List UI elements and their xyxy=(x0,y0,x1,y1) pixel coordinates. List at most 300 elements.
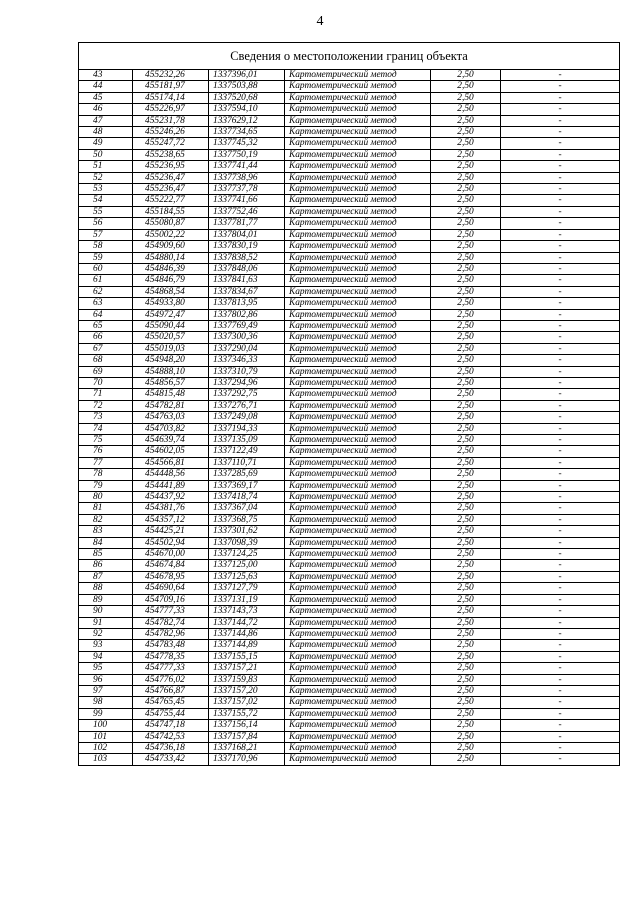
x-coordinate-cell: 454846,79 xyxy=(133,275,209,286)
note-cell: - xyxy=(501,206,620,217)
y-coordinate-cell: 1337804,01 xyxy=(209,229,285,240)
point-number-cell: 97 xyxy=(79,685,133,696)
table-row xyxy=(79,115,620,126)
x-coordinate-cell: 454846,39 xyxy=(133,263,209,274)
y-coordinate-cell: 1337125,00 xyxy=(209,560,285,571)
note-cell: - xyxy=(501,377,620,388)
note-cell: - xyxy=(501,708,620,719)
table-row xyxy=(79,149,620,160)
table-row xyxy=(79,560,620,571)
x-coordinate-cell: 454755,44 xyxy=(133,708,209,719)
accuracy-cell: 2,50 xyxy=(431,480,501,491)
point-number-cell: 81 xyxy=(79,503,133,514)
boundary-table xyxy=(78,42,620,766)
point-number-cell: 51 xyxy=(79,161,133,172)
point-number-cell: 52 xyxy=(79,172,133,183)
note-cell: - xyxy=(501,366,620,377)
note-cell: - xyxy=(501,229,620,240)
note-cell: - xyxy=(501,149,620,160)
x-coordinate-cell: 454815,48 xyxy=(133,389,209,400)
note-cell: - xyxy=(501,537,620,548)
table-row xyxy=(79,742,620,753)
note-cell: - xyxy=(501,480,620,491)
note-cell: - xyxy=(501,571,620,582)
method-cell: Картометрический метод xyxy=(285,720,431,731)
method-cell: Картометрический метод xyxy=(285,241,431,252)
x-coordinate-cell: 454782,96 xyxy=(133,628,209,639)
y-coordinate-cell: 1337125,63 xyxy=(209,571,285,582)
x-coordinate-cell: 454425,21 xyxy=(133,526,209,537)
note-cell: - xyxy=(501,286,620,297)
note-cell: - xyxy=(501,252,620,263)
x-coordinate-cell: 454566,81 xyxy=(133,457,209,468)
table-row xyxy=(79,503,620,514)
accuracy-cell: 2,50 xyxy=(431,537,501,548)
accuracy-cell: 2,50 xyxy=(431,320,501,331)
table-row xyxy=(79,104,620,115)
accuracy-cell: 2,50 xyxy=(431,172,501,183)
accuracy-cell: 2,50 xyxy=(431,503,501,514)
note-cell: - xyxy=(501,195,620,206)
y-coordinate-cell: 1337249,08 xyxy=(209,412,285,423)
y-coordinate-cell: 1337170,96 xyxy=(209,754,285,765)
boundary-table-container xyxy=(78,42,619,766)
point-number-cell: 56 xyxy=(79,218,133,229)
table-row xyxy=(79,549,620,560)
table-row xyxy=(79,492,620,503)
point-number-cell: 64 xyxy=(79,309,133,320)
y-coordinate-cell: 1337157,20 xyxy=(209,685,285,696)
point-number-cell: 103 xyxy=(79,754,133,765)
point-number-cell: 49 xyxy=(79,138,133,149)
point-number-cell: 99 xyxy=(79,708,133,719)
point-number-cell: 59 xyxy=(79,252,133,263)
note-cell: - xyxy=(501,389,620,400)
y-coordinate-cell: 1337127,79 xyxy=(209,583,285,594)
method-cell: Картометрический метод xyxy=(285,560,431,571)
note-cell: - xyxy=(501,184,620,195)
table-row xyxy=(79,206,620,217)
method-cell: Картометрический метод xyxy=(285,320,431,331)
table-row xyxy=(79,640,620,651)
point-number-cell: 67 xyxy=(79,343,133,354)
point-number-cell: 89 xyxy=(79,594,133,605)
method-cell: Картометрический метод xyxy=(285,206,431,217)
note-cell: - xyxy=(501,594,620,605)
table-row xyxy=(79,161,620,172)
note-cell: - xyxy=(501,492,620,503)
x-coordinate-cell: 455174,14 xyxy=(133,92,209,103)
y-coordinate-cell: 1337159,83 xyxy=(209,674,285,685)
note-cell: - xyxy=(501,104,620,115)
method-cell: Картометрический метод xyxy=(285,104,431,115)
table-row xyxy=(79,355,620,366)
x-coordinate-cell: 454783,48 xyxy=(133,640,209,651)
method-cell: Картометрический метод xyxy=(285,423,431,434)
x-coordinate-cell: 455002,22 xyxy=(133,229,209,240)
accuracy-cell: 2,50 xyxy=(431,674,501,685)
note-cell: - xyxy=(501,640,620,651)
table-row xyxy=(79,92,620,103)
table-row xyxy=(79,343,620,354)
x-coordinate-cell: 454766,87 xyxy=(133,685,209,696)
point-number-cell: 100 xyxy=(79,720,133,731)
note-cell: - xyxy=(501,685,620,696)
note-cell: - xyxy=(501,127,620,138)
note-cell: - xyxy=(501,138,620,149)
point-number-cell: 53 xyxy=(79,184,133,195)
y-coordinate-cell: 1337300,36 xyxy=(209,332,285,343)
accuracy-cell: 2,50 xyxy=(431,708,501,719)
x-coordinate-cell: 454782,74 xyxy=(133,617,209,628)
method-cell: Картометрический метод xyxy=(285,606,431,617)
accuracy-cell: 2,50 xyxy=(431,70,501,81)
point-number-cell: 65 xyxy=(79,320,133,331)
table-row xyxy=(79,366,620,377)
y-coordinate-cell: 1337155,72 xyxy=(209,708,285,719)
x-coordinate-cell: 455222,77 xyxy=(133,195,209,206)
table-row xyxy=(79,81,620,92)
point-number-cell: 82 xyxy=(79,514,133,525)
method-cell: Картометрический метод xyxy=(285,355,431,366)
note-cell: - xyxy=(501,81,620,92)
table-body xyxy=(79,70,620,766)
method-cell: Картометрический метод xyxy=(285,81,431,92)
accuracy-cell: 2,50 xyxy=(431,286,501,297)
table-row xyxy=(79,332,620,343)
x-coordinate-cell: 454670,00 xyxy=(133,549,209,560)
point-number-cell: 57 xyxy=(79,229,133,240)
method-cell: Картометрический метод xyxy=(285,184,431,195)
accuracy-cell: 2,50 xyxy=(431,184,501,195)
note-cell: - xyxy=(501,674,620,685)
point-number-cell: 98 xyxy=(79,697,133,708)
table-row xyxy=(79,435,620,446)
table-row xyxy=(79,583,620,594)
x-coordinate-cell: 455231,78 xyxy=(133,115,209,126)
table-row xyxy=(79,412,620,423)
table-row xyxy=(79,697,620,708)
note-cell: - xyxy=(501,446,620,457)
table-row xyxy=(79,754,620,765)
x-coordinate-cell: 454733,42 xyxy=(133,754,209,765)
note-cell: - xyxy=(501,560,620,571)
x-coordinate-cell: 454880,14 xyxy=(133,252,209,263)
x-coordinate-cell: 454678,95 xyxy=(133,571,209,582)
y-coordinate-cell: 1337144,72 xyxy=(209,617,285,628)
x-coordinate-cell: 454776,02 xyxy=(133,674,209,685)
y-coordinate-cell: 1337367,04 xyxy=(209,503,285,514)
y-coordinate-cell: 1337745,32 xyxy=(209,138,285,149)
accuracy-cell: 2,50 xyxy=(431,754,501,765)
y-coordinate-cell: 1337520,68 xyxy=(209,92,285,103)
note-cell: - xyxy=(501,218,620,229)
note-cell: - xyxy=(501,241,620,252)
note-cell: - xyxy=(501,400,620,411)
x-coordinate-cell: 454948,20 xyxy=(133,355,209,366)
x-coordinate-cell: 454909,60 xyxy=(133,241,209,252)
accuracy-cell: 2,50 xyxy=(431,549,501,560)
point-number-cell: 102 xyxy=(79,742,133,753)
table-row xyxy=(79,708,620,719)
method-cell: Картометрический метод xyxy=(285,583,431,594)
accuracy-cell: 2,50 xyxy=(431,195,501,206)
note-cell: - xyxy=(501,469,620,480)
y-coordinate-cell: 1337741,44 xyxy=(209,161,285,172)
accuracy-cell: 2,50 xyxy=(431,685,501,696)
y-coordinate-cell: 1337830,19 xyxy=(209,241,285,252)
table-row xyxy=(79,674,620,685)
note-cell: - xyxy=(501,754,620,765)
method-cell: Картометрический метод xyxy=(285,309,431,320)
table-row xyxy=(79,309,620,320)
point-number-cell: 76 xyxy=(79,446,133,457)
x-coordinate-cell: 454742,53 xyxy=(133,731,209,742)
x-coordinate-cell: 454674,84 xyxy=(133,560,209,571)
accuracy-cell: 2,50 xyxy=(431,241,501,252)
table-row xyxy=(79,514,620,525)
accuracy-cell: 2,50 xyxy=(431,206,501,217)
method-cell: Картометрический метод xyxy=(285,457,431,468)
table-row xyxy=(79,70,620,81)
method-cell: Картометрический метод xyxy=(285,492,431,503)
method-cell: Картометрический метод xyxy=(285,514,431,525)
method-cell: Картометрический метод xyxy=(285,115,431,126)
x-coordinate-cell: 455020,57 xyxy=(133,332,209,343)
y-coordinate-cell: 1337368,75 xyxy=(209,514,285,525)
accuracy-cell: 2,50 xyxy=(431,446,501,457)
method-cell: Картометрический метод xyxy=(285,663,431,674)
point-number-cell: 61 xyxy=(79,275,133,286)
x-coordinate-cell: 455080,87 xyxy=(133,218,209,229)
table-row xyxy=(79,617,620,628)
x-coordinate-cell: 454777,33 xyxy=(133,606,209,617)
point-number-cell: 44 xyxy=(79,81,133,92)
accuracy-cell: 2,50 xyxy=(431,389,501,400)
y-coordinate-cell: 1337098,39 xyxy=(209,537,285,548)
x-coordinate-cell: 454782,81 xyxy=(133,400,209,411)
y-coordinate-cell: 1337781,77 xyxy=(209,218,285,229)
y-coordinate-cell: 1337157,84 xyxy=(209,731,285,742)
accuracy-cell: 2,50 xyxy=(431,127,501,138)
x-coordinate-cell: 454709,16 xyxy=(133,594,209,605)
point-number-cell: 54 xyxy=(79,195,133,206)
y-coordinate-cell: 1337124,25 xyxy=(209,549,285,560)
point-number-cell: 50 xyxy=(79,149,133,160)
note-cell: - xyxy=(501,355,620,366)
x-coordinate-cell: 454736,18 xyxy=(133,742,209,753)
y-coordinate-cell: 1337838,52 xyxy=(209,252,285,263)
accuracy-cell: 2,50 xyxy=(431,469,501,480)
method-cell: Картометрический метод xyxy=(285,685,431,696)
point-number-cell: 90 xyxy=(79,606,133,617)
accuracy-cell: 2,50 xyxy=(431,697,501,708)
method-cell: Картометрический метод xyxy=(285,377,431,388)
y-coordinate-cell: 1337841,63 xyxy=(209,275,285,286)
point-number-cell: 66 xyxy=(79,332,133,343)
y-coordinate-cell: 1337738,96 xyxy=(209,172,285,183)
accuracy-cell: 2,50 xyxy=(431,423,501,434)
table-row xyxy=(79,241,620,252)
y-coordinate-cell: 1337813,95 xyxy=(209,298,285,309)
y-coordinate-cell: 1337802,86 xyxy=(209,309,285,320)
note-cell: - xyxy=(501,514,620,525)
table-row xyxy=(79,571,620,582)
method-cell: Картометрический метод xyxy=(285,412,431,423)
x-coordinate-cell: 455184,55 xyxy=(133,206,209,217)
point-number-cell: 62 xyxy=(79,286,133,297)
y-coordinate-cell: 1337503,88 xyxy=(209,81,285,92)
accuracy-cell: 2,50 xyxy=(431,720,501,731)
accuracy-cell: 2,50 xyxy=(431,161,501,172)
point-number-cell: 94 xyxy=(79,651,133,662)
note-cell: - xyxy=(501,412,620,423)
y-coordinate-cell: 1337157,02 xyxy=(209,697,285,708)
method-cell: Картометрический метод xyxy=(285,628,431,639)
point-number-cell: 96 xyxy=(79,674,133,685)
table-row xyxy=(79,731,620,742)
point-number-cell: 73 xyxy=(79,412,133,423)
note-cell: - xyxy=(501,423,620,434)
y-coordinate-cell: 1337752,46 xyxy=(209,206,285,217)
x-coordinate-cell: 454747,18 xyxy=(133,720,209,731)
point-number-cell: 80 xyxy=(79,492,133,503)
point-number-cell: 77 xyxy=(79,457,133,468)
note-cell: - xyxy=(501,298,620,309)
y-coordinate-cell: 1337290,04 xyxy=(209,343,285,354)
point-number-cell: 93 xyxy=(79,640,133,651)
y-coordinate-cell: 1337156,14 xyxy=(209,720,285,731)
table-row xyxy=(79,469,620,480)
accuracy-cell: 2,50 xyxy=(431,149,501,160)
point-number-cell: 47 xyxy=(79,115,133,126)
point-number-cell: 68 xyxy=(79,355,133,366)
y-coordinate-cell: 1337135,09 xyxy=(209,435,285,446)
point-number-cell: 63 xyxy=(79,298,133,309)
x-coordinate-cell: 455246,26 xyxy=(133,127,209,138)
y-coordinate-cell: 1337769,49 xyxy=(209,320,285,331)
x-coordinate-cell: 454856,57 xyxy=(133,377,209,388)
accuracy-cell: 2,50 xyxy=(431,663,501,674)
point-number-cell: 45 xyxy=(79,92,133,103)
point-number-cell: 43 xyxy=(79,70,133,81)
accuracy-cell: 2,50 xyxy=(431,263,501,274)
table-row xyxy=(79,685,620,696)
y-coordinate-cell: 1337194,33 xyxy=(209,423,285,434)
table-row xyxy=(79,606,620,617)
x-coordinate-cell: 454778,35 xyxy=(133,651,209,662)
accuracy-cell: 2,50 xyxy=(431,81,501,92)
y-coordinate-cell: 1337310,79 xyxy=(209,366,285,377)
accuracy-cell: 2,50 xyxy=(431,366,501,377)
note-cell: - xyxy=(501,606,620,617)
method-cell: Картометрический метод xyxy=(285,92,431,103)
y-coordinate-cell: 1337285,69 xyxy=(209,469,285,480)
point-number-cell: 48 xyxy=(79,127,133,138)
x-coordinate-cell: 454448,56 xyxy=(133,469,209,480)
y-coordinate-cell: 1337292,75 xyxy=(209,389,285,400)
x-coordinate-cell: 454437,92 xyxy=(133,492,209,503)
accuracy-cell: 2,50 xyxy=(431,583,501,594)
x-coordinate-cell: 454868,54 xyxy=(133,286,209,297)
x-coordinate-cell: 454888,10 xyxy=(133,366,209,377)
accuracy-cell: 2,50 xyxy=(431,594,501,605)
y-coordinate-cell: 1337110,71 xyxy=(209,457,285,468)
accuracy-cell: 2,50 xyxy=(431,218,501,229)
accuracy-cell: 2,50 xyxy=(431,377,501,388)
x-coordinate-cell: 454639,74 xyxy=(133,435,209,446)
method-cell: Картометрический метод xyxy=(285,298,431,309)
note-cell: - xyxy=(501,697,620,708)
method-cell: Картометрический метод xyxy=(285,127,431,138)
note-cell: - xyxy=(501,628,620,639)
note-cell: - xyxy=(501,583,620,594)
point-number-cell: 85 xyxy=(79,549,133,560)
point-number-cell: 101 xyxy=(79,731,133,742)
method-cell: Картометрический метод xyxy=(285,651,431,662)
method-cell: Картометрический метод xyxy=(285,343,431,354)
note-cell: - xyxy=(501,263,620,274)
method-cell: Картометрический метод xyxy=(285,708,431,719)
table-row xyxy=(79,651,620,662)
accuracy-cell: 2,50 xyxy=(431,252,501,263)
y-coordinate-cell: 1337157,21 xyxy=(209,663,285,674)
accuracy-cell: 2,50 xyxy=(431,514,501,525)
method-cell: Картометрический метод xyxy=(285,263,431,274)
point-number-cell: 78 xyxy=(79,469,133,480)
accuracy-cell: 2,50 xyxy=(431,400,501,411)
method-cell: Картометрический метод xyxy=(285,526,431,537)
x-coordinate-cell: 454690,64 xyxy=(133,583,209,594)
table-row xyxy=(79,263,620,274)
accuracy-cell: 2,50 xyxy=(431,115,501,126)
table-row xyxy=(79,400,620,411)
page-number: 4 xyxy=(316,14,324,29)
accuracy-cell: 2,50 xyxy=(431,92,501,103)
point-number-cell: 60 xyxy=(79,263,133,274)
note-cell: - xyxy=(501,651,620,662)
y-coordinate-cell: 1337144,89 xyxy=(209,640,285,651)
table-row xyxy=(79,218,620,229)
x-coordinate-cell: 454381,76 xyxy=(133,503,209,514)
y-coordinate-cell: 1337834,67 xyxy=(209,286,285,297)
accuracy-cell: 2,50 xyxy=(431,229,501,240)
x-coordinate-cell: 454777,33 xyxy=(133,663,209,674)
y-coordinate-cell: 1337418,74 xyxy=(209,492,285,503)
x-coordinate-cell: 454933,80 xyxy=(133,298,209,309)
accuracy-cell: 2,50 xyxy=(431,275,501,286)
point-number-cell: 75 xyxy=(79,435,133,446)
table-title: Сведения о местоположении границ объекта xyxy=(79,43,620,70)
x-coordinate-cell: 454441,89 xyxy=(133,480,209,491)
x-coordinate-cell: 455019,03 xyxy=(133,343,209,354)
x-coordinate-cell: 454763,03 xyxy=(133,412,209,423)
table-row xyxy=(79,138,620,149)
accuracy-cell: 2,50 xyxy=(431,104,501,115)
point-number-cell: 84 xyxy=(79,537,133,548)
y-coordinate-cell: 1337155,15 xyxy=(209,651,285,662)
method-cell: Картометрический метод xyxy=(285,229,431,240)
method-cell: Картометрический метод xyxy=(285,742,431,753)
y-coordinate-cell: 1337168,21 xyxy=(209,742,285,753)
table-row xyxy=(79,184,620,195)
accuracy-cell: 2,50 xyxy=(431,343,501,354)
x-coordinate-cell: 455232,26 xyxy=(133,70,209,81)
method-cell: Картометрический метод xyxy=(285,286,431,297)
note-cell: - xyxy=(501,172,620,183)
note-cell: - xyxy=(501,309,620,320)
method-cell: Картометрический метод xyxy=(285,754,431,765)
